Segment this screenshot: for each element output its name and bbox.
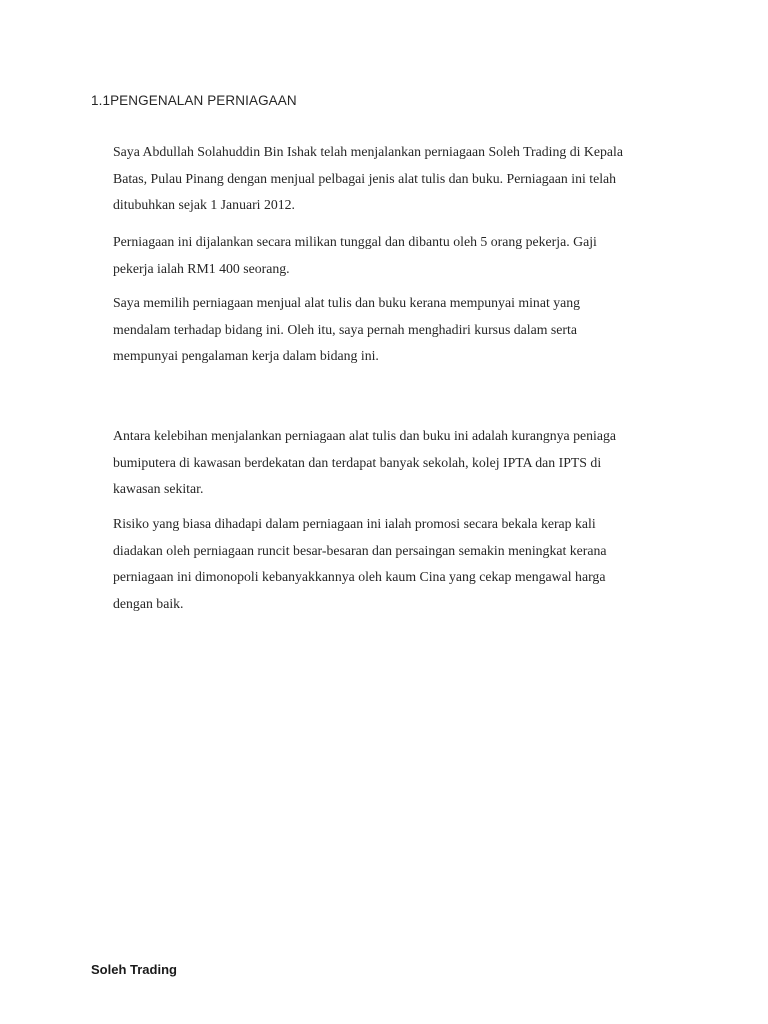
paragraph-5 <box>113 511 713 617</box>
paragraph-4 <box>113 423 713 503</box>
paragraph-line: Saya Abdullah Solahuddin Bin Ishak telah menjalankan perniagaan Soleh Trading di Kepala <box>113 144 623 159</box>
paragraph-line: Perniagaan ini dijalankan secara milikan tunggal dan dibantu oleh 5 orang pekerja. Gaji <box>113 234 597 249</box>
paragraph-line: Batas, Pulau Pinang dengan menjual pelbagai jenis alat tulis dan buku. Perniagaan ini telah <box>113 170 617 186</box>
paragraph-line: bumiputera di kawasan berdekatan dan terdapat banyak sekolah, kolej IPTA dan IPTS di <box>113 454 602 470</box>
paragraph-line: perniagaan ini dimonopoli kebanyakkannya oleh kaum Cina yang cekap mengawal harga <box>113 569 606 584</box>
paragraph-line: ditubuhkan sejak 1 Januari 2012. <box>113 197 296 212</box>
paragraph-line: pekerja ialah RM1 400 seorang. <box>113 260 290 276</box>
paragraph-line: Saya memilih perniagaan menjual alat tulis dan buku kerana mempunyai minat yang <box>113 295 581 310</box>
paragraph-1 <box>113 139 713 219</box>
paragraph-line: mempunyai pengalaman kerja dalam bidang ini. <box>113 348 379 363</box>
paragraph-line: mendalam terhadap bidang ini. Oleh itu, saya pernah menghadiri kursus dalam serta <box>113 321 577 337</box>
paragraph-2 <box>113 229 713 282</box>
paragraph-line: Risiko yang biasa dihadapi dalam perniagaan ini ialah promosi secara bekala kerap kali <box>113 516 596 531</box>
paragraph-line: Antara kelebihan menjalankan perniagaan alat tulis dan buku ini adalah kurangnya peniaga <box>113 428 617 443</box>
paragraph-line: diadakan oleh perniagaan runcit besar-besaran dan persaingan semakin meningkat kerana <box>113 542 607 558</box>
paragraph-line: dengan baik. <box>113 595 184 611</box>
page-footer: Soleh Trading <box>91 962 177 977</box>
section-number: 1.1 <box>91 93 111 108</box>
paragraph-line: kawasan sekitar. <box>113 481 204 496</box>
section-title: PENGENALAN PERNIAGAAN <box>110 93 297 108</box>
paragraph-3 <box>113 290 713 370</box>
section-heading <box>91 93 297 108</box>
